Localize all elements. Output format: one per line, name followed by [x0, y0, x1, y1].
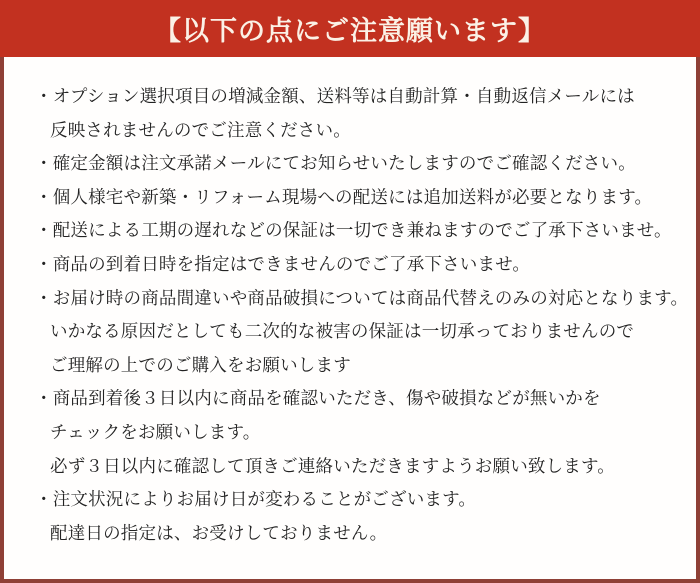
- note-line: ・個人様宅や新築・リフォーム現場への配送には追加送料が必要となります。: [35, 186, 653, 207]
- note-line: いかなる原因だとしても二次的な被害の保証は一切承っておりませんので: [50, 321, 635, 342]
- note-line: ・商品の到着日時を指定はできませんのでご了承下さいませ。: [35, 253, 531, 274]
- note-line: ・確定金額は注文承諾メールにてお知らせいたしますのでご確認ください。: [35, 153, 636, 174]
- note-line: ・注文状況によりお届け日が変わることがございます。: [35, 489, 477, 510]
- notice-body: [0, 57, 700, 583]
- note-line: 必ず３日以内に確認して頂きご連絡いただきますようお願い致します。: [50, 455, 615, 476]
- note-line: チェックをお願いします。: [50, 421, 261, 442]
- note-line: ・お届け時の商品間違いや商品破損については商品代替えのみの対応となります。: [35, 287, 689, 308]
- note-line: ・配送による工期の遅れなどの保証は一切でき兼ねますのでご了承下さいませ。: [35, 220, 672, 241]
- note-line: ご理解の上でのご購入をお願いします: [50, 354, 351, 375]
- notice-title: 【以下の点にご注意願います】: [154, 16, 546, 46]
- note-line: ・商品到着後３日以内に商品を確認いただき、傷や破損などが無いかを: [35, 388, 601, 409]
- notice-header: [0, 0, 700, 57]
- note-line: 反映されませんのでご注意ください。: [50, 119, 351, 140]
- note-line: 配達日の指定は、お受けしておりません。: [50, 522, 388, 543]
- note-line: ・オプション選択項目の増減金額、送料等は自動計算・自動返信メールには: [35, 86, 635, 106]
